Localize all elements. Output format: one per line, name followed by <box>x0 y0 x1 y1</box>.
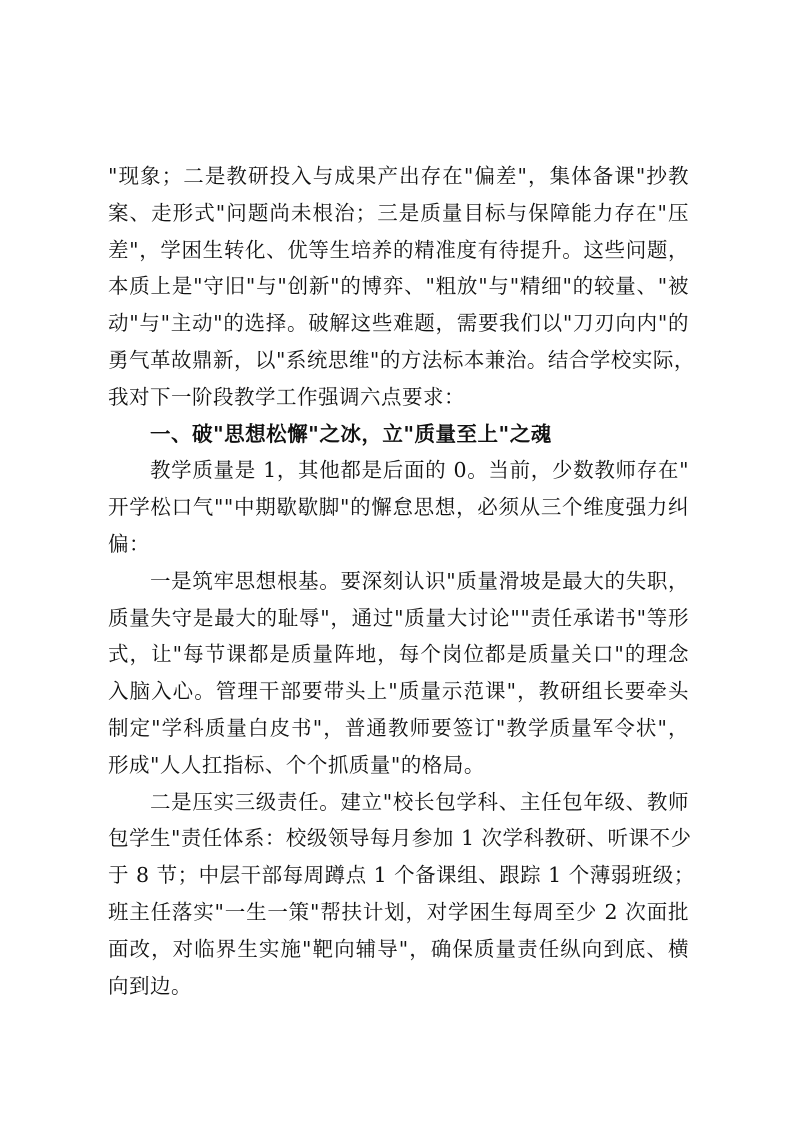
text-line: 面改，对临界生实施"靶向辅导"，确保质量责任纵向到底、横 <box>108 936 689 961</box>
section-heading: 一、破"思想松懈"之冰，立"质量至上"之魂 <box>150 421 552 446</box>
text-line: 式，让"每节课都是质量阵地，每个岗位都是质量关口"的理念 <box>108 642 689 667</box>
text-line: "现象；二是教研投入与成果产出存在"偏差"，集体备课"抄教 <box>108 164 689 188</box>
document-page <box>108 158 695 1004</box>
text-line: 我对下一阶段教学工作强调六点要求： <box>108 384 465 409</box>
text-line: 包学生"责任体系：校级领导每月参加 1 次学科教研、听课不少 <box>108 826 692 851</box>
text-line: 差"，学困生转化、优等生培养的精准度有待提升。这些问题， <box>108 237 689 262</box>
text-line: 本质上是"守旧"与"创新"的博弈、"粗放"与"精细"的较量、"被 <box>108 274 689 299</box>
text-line: 案、走形式"问题尚未根治；三是质量目标与保障能力存在"压 <box>108 200 689 225</box>
text-line: 二是压实三级责任。建立"校长包学科、主任包年级、教师 <box>150 789 689 814</box>
text-line: 质量失守是最大的耻辱"，通过"质量大讨论""责任承诺书"等形 <box>108 605 689 630</box>
text-line: 于 8 节；中层干部每周蹲点 1 个备课组、跟踪 1 个薄弱班级； <box>108 863 695 888</box>
text-line: 向到边。 <box>108 973 192 998</box>
text-line: 勇气革故鼎新，以"系统思维"的方法标本兼治。结合学校实际， <box>108 347 695 372</box>
text-line: 一是筑牢思想根基。要深刻认识"质量滑坡是最大的失职， <box>150 568 689 593</box>
text-line: 入脑入心。管理干部要带头上"质量示范课"，教研组长要牵头 <box>108 679 689 704</box>
text-line: 制定"学科质量白皮书"，普通教师要签订"教学质量军令状"， <box>108 715 689 740</box>
text-line: 班主任落实"一生一策"帮扶计划，对学困生每周至少 2 次面批 <box>108 899 689 924</box>
text-line: 形成"人人扛指标、个个抓质量"的格局。 <box>108 752 485 777</box>
text-line: 开学松口气""中期歇歇脚"的懈怠思想，必须从三个维度强力纠 <box>108 495 689 520</box>
text-line: 动"与"主动"的选择。破解这些难题，需要我们以"刀刃向内"的 <box>108 311 689 336</box>
text-line: 偏： <box>108 531 150 556</box>
text-line: 教学质量是 1，其他都是后面的 0。当前，少数教师存在" <box>150 458 689 483</box>
